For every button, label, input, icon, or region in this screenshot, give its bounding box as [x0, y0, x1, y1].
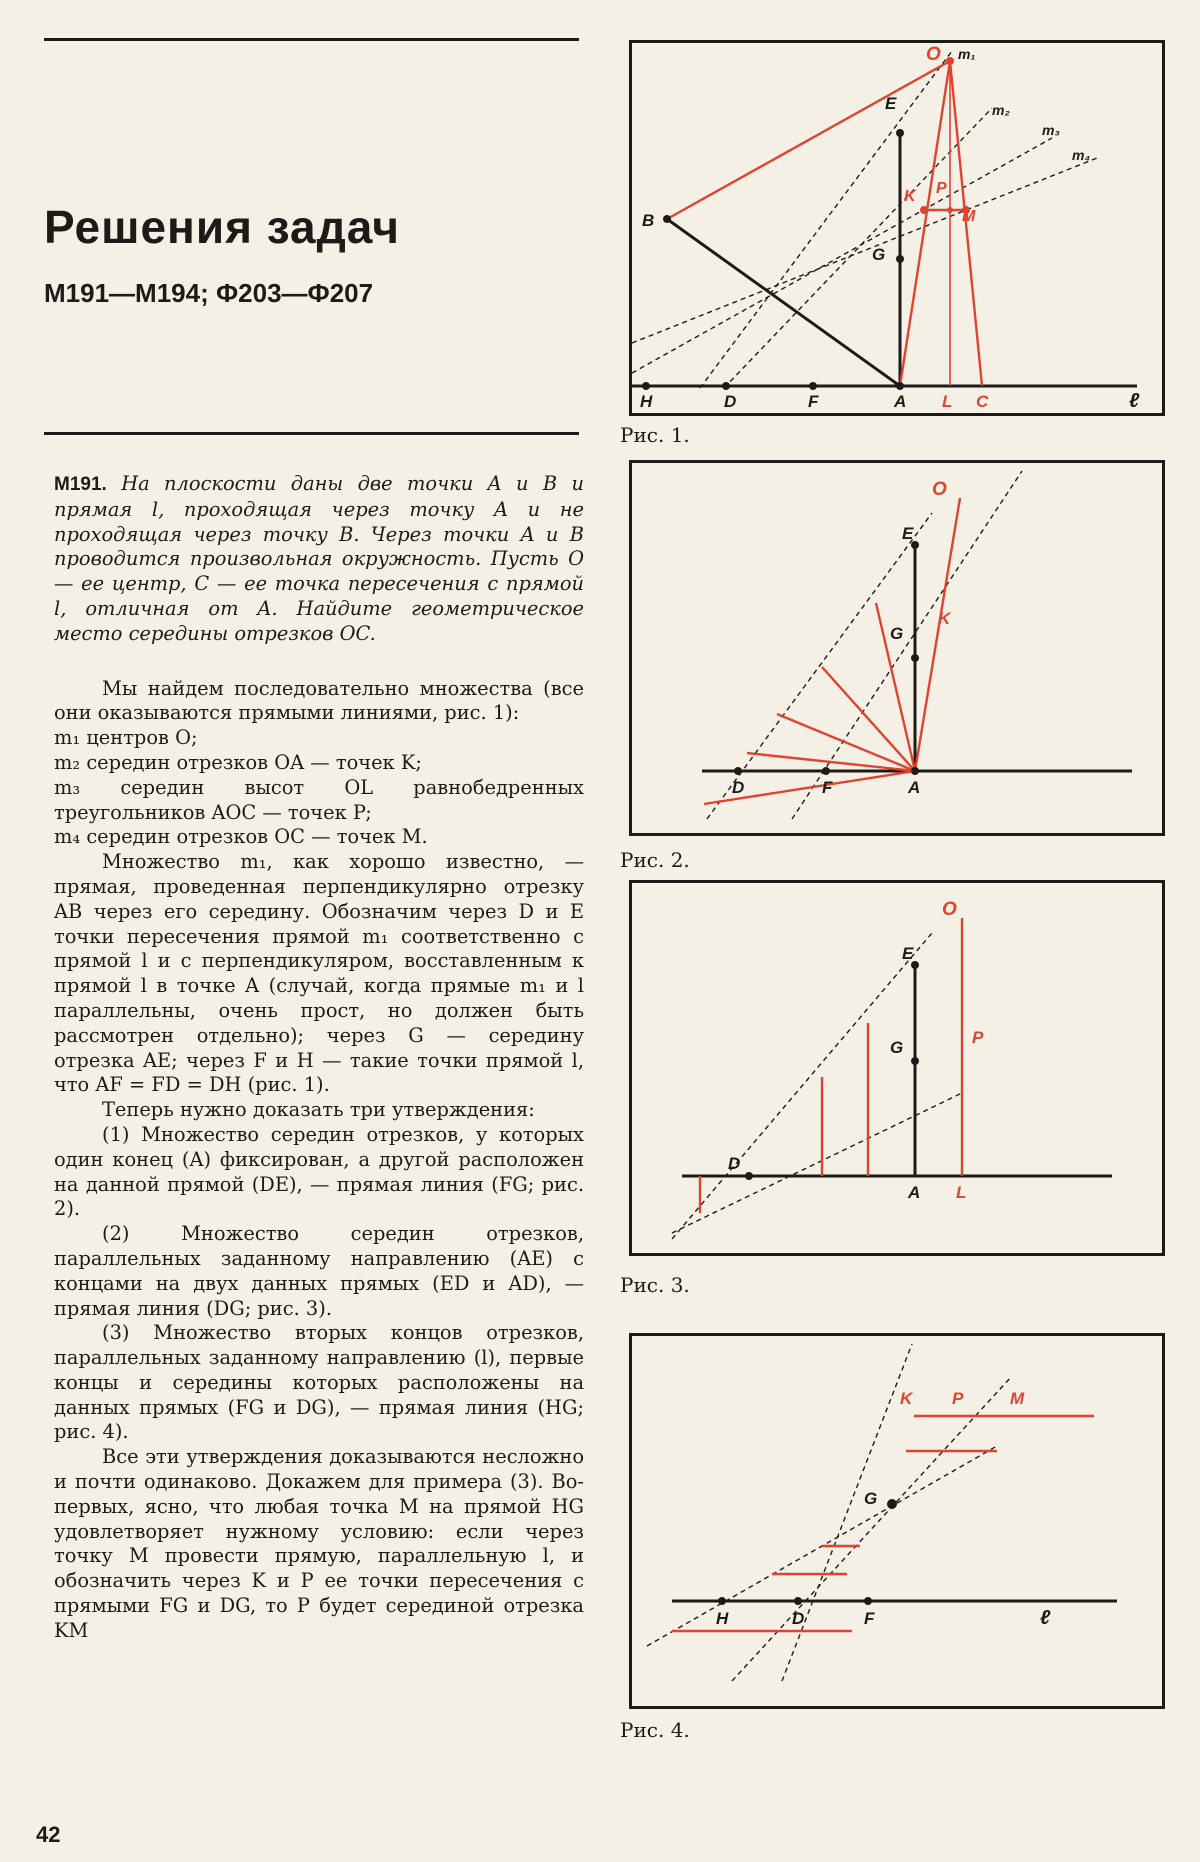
label-l: ℓ: [1040, 1607, 1051, 1629]
label-K: K: [904, 188, 916, 205]
label-A: A: [908, 778, 921, 797]
section-rule: [44, 432, 579, 435]
statement-3: (3) Множество вторых концов отрезков, параллельных заданному направлению (l), первые концы и середины которых расположены на данных прямых (FG и DG), — прямая линия (HG; рис. 4).: [54, 1321, 584, 1444]
top-rule: [44, 38, 579, 41]
caption-fig3: Рис. 3.: [620, 1273, 690, 1297]
figure-4-drawing: [632, 1336, 1162, 1706]
label-G: G: [890, 1038, 904, 1057]
page-subtitle: М191—М194; Ф203—Ф207: [44, 278, 374, 308]
label-H: H: [716, 1609, 729, 1628]
label-F: F: [822, 778, 833, 797]
label-A: A: [908, 1183, 921, 1202]
problem-label: М191.: [54, 474, 107, 495]
label-P: P: [972, 1028, 984, 1047]
caption-fig2: Рис. 2.: [620, 848, 690, 872]
problem-text: На плоскости даны две точки A и B и прямая l, проходящая через точку A и не проходящая через точку B. Через точки A и B проводится произвольная окружность. Пусть O — ее центр, C — ее точка пересечения с прямой l, отличная от A. Найдите геометрическое место середины отрезков OC.: [54, 472, 584, 645]
label-D: D: [792, 1609, 805, 1628]
label-m3: m₃: [1042, 122, 1060, 138]
label-C: C: [976, 392, 989, 411]
label-D: D: [732, 778, 745, 797]
label-B: B: [642, 211, 655, 230]
caption-fig4: Рис. 4.: [620, 1718, 690, 1742]
label-G: G: [890, 624, 904, 643]
label-L: L: [956, 1183, 967, 1202]
figure-1: [629, 40, 1165, 416]
label-K: K: [900, 1389, 913, 1408]
label-F: F: [808, 392, 819, 411]
label-E: E: [902, 524, 914, 543]
label-M: M: [1010, 1389, 1025, 1408]
label-m2: m₂: [992, 102, 1010, 118]
statement-1: (1) Множество середин отрезков, у которых один конец (A) фиксирован, а другой расположен на данной прямой (DE), — прямая линия (FG; рис. 2).: [54, 1122, 584, 1221]
segment-AO: [915, 498, 960, 771]
label-l: ℓ: [1129, 390, 1140, 412]
line-m2: [724, 108, 992, 388]
label-O: O: [926, 44, 941, 65]
label-A: A: [894, 392, 907, 411]
set-item-m2: m₂ середин отрезков OA — точек K;: [54, 750, 422, 774]
label-D: D: [724, 392, 737, 411]
statement-2: (2) Множество середин отрезков, параллельных заданному направлению (AE) с концами на двух данных прямых (ED и AD), — прямая линия (DG; рис. 3).: [54, 1222, 584, 1320]
caption-fig1: Рис. 1.: [620, 423, 690, 447]
label-D: D: [728, 1154, 741, 1173]
segment-A4: [747, 753, 915, 771]
set-item-m1: m₁ центров O;: [54, 726, 198, 750]
label-O: O: [942, 899, 957, 920]
figure-2-drawing: [632, 463, 1162, 833]
paragraph-3: Все эти утверждения доказываются несложно и почти одинаково. Докажем для примера (3). Во-первых, ясно, что любая точка M на прямой HG удовлетворяет нужному условию: если через точку M провести прямую, параллельную l, и обозначить через K и P ее точки пересечения с прямыми FG и DG, то P будет серединой отрезка KM: [54, 1445, 584, 1642]
label-H: H: [640, 392, 653, 411]
label-E: E: [902, 944, 914, 963]
segment-AB: [667, 219, 900, 386]
paragraph-1: Множество m₁, как хорошо известно, — прямая, проведенная перпендикулярно отрезку AB через его середину. Обозначим через D и E точки пересечения прямой m₁ соответственно с прямой l и с перпендикуляром, восставленным к прямой l в точке A (случай, когда прямые m₁ и l параллельны, очень прост, но должен быть рассмотрен отдельно); через G — середину отрезка AE; через F и H — такие точки прямой l, что AF = FD = DH (рис. 1).: [54, 850, 584, 1097]
label-m1: m₁: [958, 46, 976, 62]
figure-2: [629, 460, 1165, 836]
figure-4: [629, 1333, 1165, 1709]
paragraph-2: Теперь нужно доказать три утверждения:: [102, 1098, 535, 1122]
article-text: [54, 472, 584, 1644]
set-item-m4: m₄ середин отрезков OC — точек M.: [54, 825, 428, 849]
paragraph-intro: Мы найдем последовательно множества (все они оказываются прямыми линиями, рис. 1):: [54, 676, 584, 725]
figure-3-drawing: [632, 883, 1162, 1253]
page-number: 42: [36, 1822, 61, 1847]
label-G: G: [864, 1489, 878, 1508]
label-P: P: [936, 180, 947, 197]
line-m1: [700, 51, 952, 388]
label-O: O: [932, 479, 947, 500]
segment-AO: [900, 61, 950, 386]
set-item-m3: m₃ середин высот OL равнобедренных треугольников AOC — точек P;: [54, 775, 584, 824]
label-E: E: [885, 94, 897, 113]
line-m3: [632, 138, 1052, 373]
line-DG: [672, 1093, 962, 1233]
label-P: P: [952, 1389, 964, 1408]
problem-statement: [54, 472, 584, 647]
label-G: G: [872, 245, 886, 264]
segment-A2: [822, 667, 915, 771]
page-title: Решения задач: [44, 201, 400, 253]
line-DG: [732, 1376, 1012, 1681]
figure-3: [629, 880, 1165, 1256]
line-m4: [632, 158, 1097, 343]
figure-1-drawing: [632, 43, 1162, 413]
label-K: K: [938, 609, 951, 628]
label-m4: m₄: [1072, 147, 1091, 163]
label-L: L: [942, 392, 953, 411]
label-F: F: [864, 1609, 875, 1628]
line-DE: [672, 933, 932, 1239]
label-M: M: [962, 208, 976, 225]
